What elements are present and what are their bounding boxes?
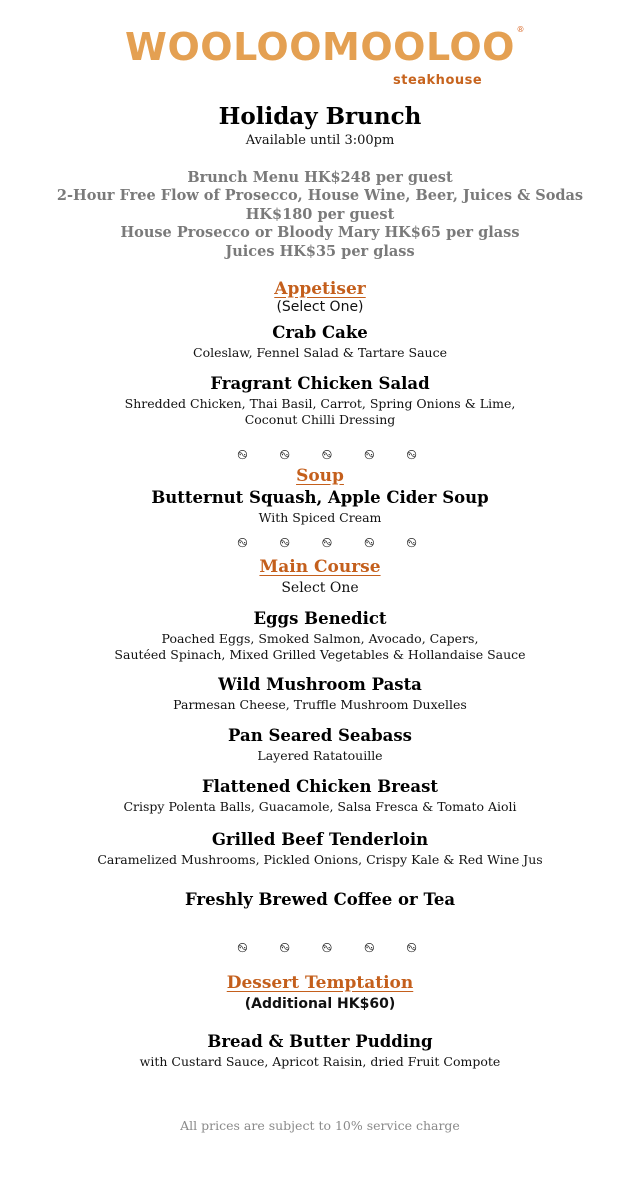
brand-name-text: WOOLOOMOOLOO <box>125 25 515 69</box>
dish-name: Wild Mushroom Pasta <box>218 675 422 694</box>
dish-description: Layered Ratatouille <box>257 748 383 763</box>
dish-description: Caramelized Mushrooms, Pickled Onions, Crispy Kale & Red Wine Jus <box>97 852 543 867</box>
pricing-line: HK$180 per guest <box>245 206 395 223</box>
availability-text: Available until 3:00pm <box>245 133 395 148</box>
section-heading-soup: Soup <box>296 466 344 486</box>
pricing-line: House Prosecco or Bloody Mary HK$65 per glass <box>120 224 520 241</box>
dish-name: Fragrant Chicken Salad <box>210 374 430 393</box>
section-note: (Select One) <box>276 299 364 315</box>
dish-description: Crispy Polenta Balls, Guacamole, Salsa Fresca & Tomato Aioli <box>123 799 517 814</box>
brand-name <box>125 25 525 69</box>
section-heading-appetiser: Appetiser <box>274 279 366 299</box>
beverage-note: Freshly Brewed Coffee or Tea <box>184 890 456 909</box>
dish-name: Butternut Squash, Apple Cider Soup <box>151 488 489 507</box>
dish-description: With Spiced Cream <box>258 510 382 525</box>
dish-description: Parmesan Cheese, Truffle Mushroom Duxelles <box>173 697 467 712</box>
ornament-divider-icon: ࿊ ࿊ ࿊ ࿊ ࿊ <box>237 941 431 956</box>
section-heading-main-course: Main Course <box>259 557 381 577</box>
dish-description: Coconut Chilli Dressing <box>244 412 396 427</box>
ornament-divider-icon: ࿊ ࿊ ࿊ ࿊ ࿊ <box>237 536 431 551</box>
dish-description: Poached Eggs, Smoked Salmon, Avocado, Capers, <box>161 631 479 646</box>
dish-name: Bread & Butter Pudding <box>207 1032 433 1051</box>
page-title: Holiday Brunch <box>218 103 422 130</box>
section-heading-dessert: Dessert Temptation <box>226 973 414 993</box>
pricing-line: Brunch Menu HK$248 per guest <box>187 169 453 186</box>
pricing-line: Juices HK$35 per glass <box>225 243 415 260</box>
dish-description: Coleslaw, Fennel Salad & Tartare Sauce <box>193 345 447 360</box>
dish-name: Flattened Chicken Breast <box>201 777 439 796</box>
service-charge-note: All prices are subject to 10% service charge <box>180 1118 460 1133</box>
dish-description: Shredded Chicken, Thai Basil, Carrot, Spring Onions & Lime, <box>124 396 516 411</box>
dish-name: Pan Seared Seabass <box>228 726 412 745</box>
dish-description: with Custard Sauce, Apricot Raisin, dried Fruit Compote <box>139 1054 501 1069</box>
brand-subtitle: steakhouse <box>393 73 483 88</box>
registered-mark-icon: ® <box>516 25 525 34</box>
dish-description: Sautéed Spinach, Mixed Grilled Vegetables & Hollandaise Sauce <box>114 647 526 662</box>
dish-name: Grilled Beef Tenderloin <box>211 830 429 849</box>
section-note: (Additional HK$60) <box>244 996 396 1012</box>
pricing-line: 2-Hour Free Flow of Prosecco, House Wine, Beer, Juices & Sodas <box>56 187 584 204</box>
section-note: Select One <box>281 580 359 596</box>
brand-logo <box>0 25 640 69</box>
ornament-divider-icon: ࿊ ࿊ ࿊ ࿊ ࿊ <box>237 448 431 463</box>
dish-name: Crab Cake <box>272 323 368 342</box>
dish-name: Eggs Benedict <box>253 609 387 628</box>
